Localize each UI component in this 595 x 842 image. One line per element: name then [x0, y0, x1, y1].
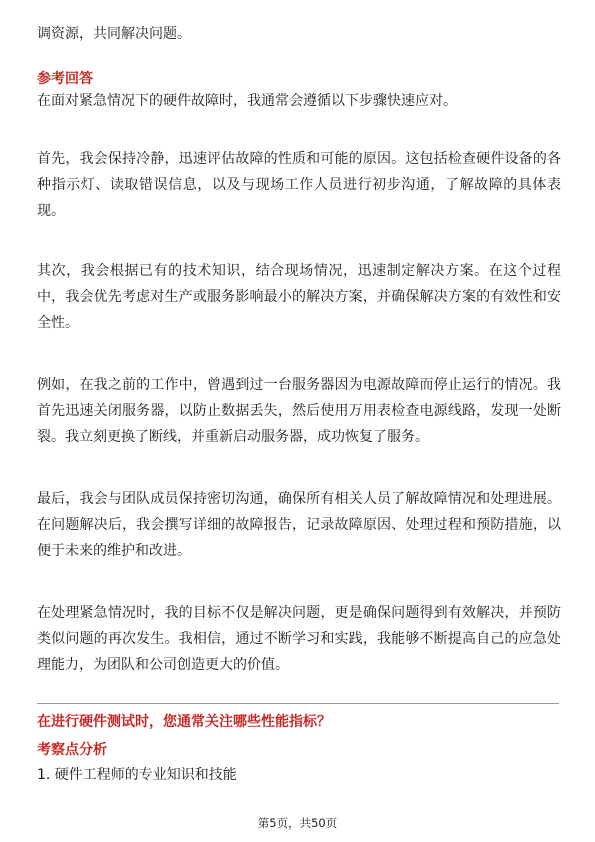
analysis-list-item: 1. 硬件工程师的专业知识和技能: [37, 767, 237, 783]
analysis-heading: 考察点分析: [37, 742, 107, 758]
answer-paragraph-example: 例如，在我之前的工作中，曾遇到过一台服务器因为电源故障而停止运行的情况。我首先迅速关闭服务器，以防止数据丢失，然后使用万用表检查电源线路，发现一处断裂。我立刻更换了断线，并重新启动服务器，成功恢复了服务。: [37, 377, 561, 445]
answer-paragraph-second: 其次，我会根据已有的技术知识，结合现场情况，迅速制定解决方案。在这个过程中，我会优先考虑对生产或服务影响最小的解决方案，并确保解决方案的有效性和安全性。: [37, 263, 561, 331]
answer-paragraph-conclusion: 在处理紧急情况时，我的目标不仅是解决问题，更是确保问题得到有效解决，并预防类似问题的再次发生。我相信，通过不断学习和实践，我能够不断提高自己的应急处理能力，为团队和公司创造更大的价值。: [37, 605, 561, 673]
answer-paragraph-first: 首先，我会保持冷静，迅速评估故障的性质和可能的原因。这包括检查硬件设备的各种指示灯、读取错误信息，以及与现场工作人员进行初步沟通，了解故障的具体表现。: [37, 151, 561, 219]
page-number-footer: 第5页，共50页: [257, 816, 338, 830]
next-question-heading: 在进行硬件测试时，您通常关注哪些性能指标？: [37, 714, 331, 730]
answer-paragraph-intro: 在面对紧急情况下的硬件故障时，我通常会遵循以下步骤快速应对。: [37, 93, 457, 109]
answer-paragraph-finally: 最后，我会与团队成员保持密切沟通，确保所有相关人员了解故障情况和处理进展。在问题解决后，我会撰写详细的故障报告，记录故障原因、处理过程和预防措施，以便于未来的维护和改进。: [37, 491, 561, 559]
continuation-text: 调资源，共同解决问题。: [37, 26, 191, 42]
section-divider: [37, 703, 559, 704]
reference-answer-heading: 参考回答: [37, 71, 93, 87]
